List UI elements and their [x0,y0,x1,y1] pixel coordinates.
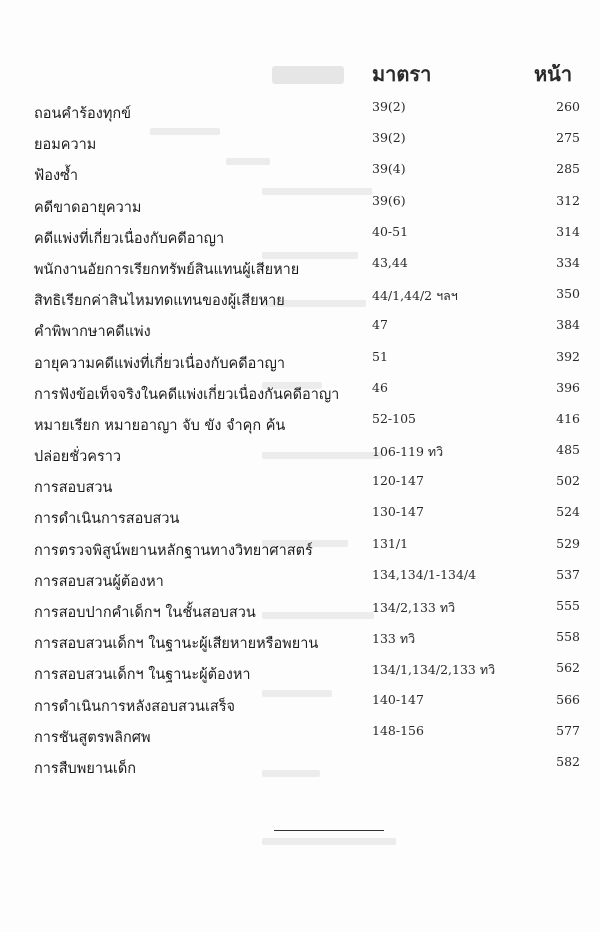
entry-page-number: 396 [556,379,580,395]
entry-page-number: 392 [556,348,580,364]
entry-page-number: 558 [556,629,580,645]
entry-page-number: 285 [556,161,580,177]
entry-title: การสอบสวนเด็กฯ ในฐานะผู้เสียหายหรือพยาน [34,636,319,653]
entry-page-number: 502 [556,473,580,489]
entry-title: คดีขาดอายุความ [34,199,142,216]
entry-title: คำพิพากษาคดีแพ่ง [34,324,151,341]
entry-section-number: 130-147 [372,504,424,520]
entry-title: พนักงานอัยการเรียกทรัพย์สินแทนผู้เสียหาย [34,261,300,278]
entry-title: สิทธิเรียกค่าสินไหมทดแทนของผู้เสียหาย [34,293,285,310]
index-entry [0,720,600,751]
entry-title: การดำเนินการสอบสวน [34,511,180,528]
entry-section-number: 39(6) [372,192,406,208]
entry-page-number: 562 [556,660,580,676]
entry-section-number: 39(2) [372,99,406,114]
entry-page-number: 537 [556,566,580,582]
index-entry [0,346,600,377]
index-entry [0,626,600,657]
entry-title: อายุความคดีแพ่งที่เกี่ยวเนื่องกับคดีอาญา [34,355,286,372]
entry-section-number: 106-119 ทวิ [372,444,444,460]
entry-section-number: 46 [372,379,388,395]
index-entry [0,252,600,283]
entry-title: การดำเนินการหลังสอบสวนเสร็จ [34,698,236,715]
index-entry [0,564,600,595]
entry-page-number: 312 [556,192,580,208]
entry-page-number: 314 [556,223,580,239]
entry-page-number: 582 [556,753,580,769]
index-entry [0,657,600,688]
index-entry [0,501,600,532]
entry-section-number: 134/2,133 ทวิ [372,600,456,615]
entry-title: การฟังข้อเท็จจริงในคดีแพ่งเกี่ยวเนื่องกันคดีอาญา [34,386,340,403]
entry-page-number: 275 [556,130,580,146]
index-entry [0,533,600,564]
entry-title: ยอมความ [34,137,97,154]
entry-title: การสอบสวนผู้ต้องหา [34,573,164,590]
entry-section-number: 39(4) [372,161,406,177]
index-entry [0,96,600,127]
index-entry [0,190,600,221]
entry-section-number: 40-51 [372,223,409,239]
entry-section-number: 148-156 [372,722,424,738]
index-entry [0,470,600,501]
index-list [0,96,600,782]
entry-page-number: 416 [556,410,580,426]
entry-page-number: 566 [556,691,580,707]
entry-page-number: 555 [556,598,580,613]
index-entry [0,127,600,158]
entry-section-number: 52-105 [372,410,416,426]
entry-page-number: 529 [556,535,580,551]
index-entry [0,283,600,314]
entry-page-number: 524 [556,504,580,520]
entry-title: การสืบพยานเด็ก [34,760,137,777]
index-entry [0,689,600,720]
entry-page-number: 350 [556,286,580,302]
page-column-heading: หน้า [534,62,573,86]
entry-section-number: 39(2) [372,130,406,146]
index-entry [0,751,600,782]
entry-title: การชันสูตรพลิกศพ [34,729,151,746]
entry-section-number: 51 [372,348,388,364]
index-entry [0,221,600,252]
entry-section-number: 43,44 [372,254,408,270]
index-entry [0,408,600,439]
index-entry [0,595,600,626]
section-column-heading: มาตรา [372,62,432,86]
entry-title: หมายเรียก หมายอาญา จับ ขัง จำคุก ค้น [34,417,286,434]
entry-title: คดีแพ่งที่เกี่ยวเนื่องกับคดีอาญา [34,230,225,247]
entry-section-number: 47 [372,317,388,333]
column-header [0,58,600,94]
entry-page-number: 260 [556,99,580,114]
entry-title: ฟ้องซ้ำ [34,168,79,185]
entry-title: การสอบปากคำเด็กฯ ในชั้นสอบสวน [34,605,256,621]
entry-page-number: 334 [556,254,580,270]
entry-title: การสอบสวน [34,480,113,497]
entry-section-number: 133 ทวิ [372,631,416,647]
entry-title: ปล่อยชั่วคราว [34,449,122,466]
entry-section-number: 131/1 [372,535,409,551]
entry-title: การสอบสวนเด็กฯ ในฐานะผู้ต้องหา [34,667,251,684]
index-entry [0,158,600,189]
entry-section-number: 140-147 [372,691,424,707]
entry-title: การตรวจพิสูน์พยานหลักฐานทางวิทยาศาสตร์ [34,542,313,559]
entry-section-number: 44/1,44/2 ฯลฯ [372,288,458,304]
entry-section-number: 120-147 [372,473,424,489]
index-entry [0,439,600,470]
entry-section-number: 134/1,134/2,133 ทวิ [372,662,496,678]
entry-title: ถอนคำร้องทุกข์ [34,106,132,122]
index-entry [0,377,600,408]
entry-page-number: 577 [556,722,580,738]
entry-section-number: 134,134/1-134/4 [372,566,477,582]
bleed-through-mark [262,838,396,845]
entry-page-number: 485 [556,442,580,458]
end-divider [274,830,384,831]
index-entry [0,314,600,345]
entry-page-number: 384 [556,317,580,333]
